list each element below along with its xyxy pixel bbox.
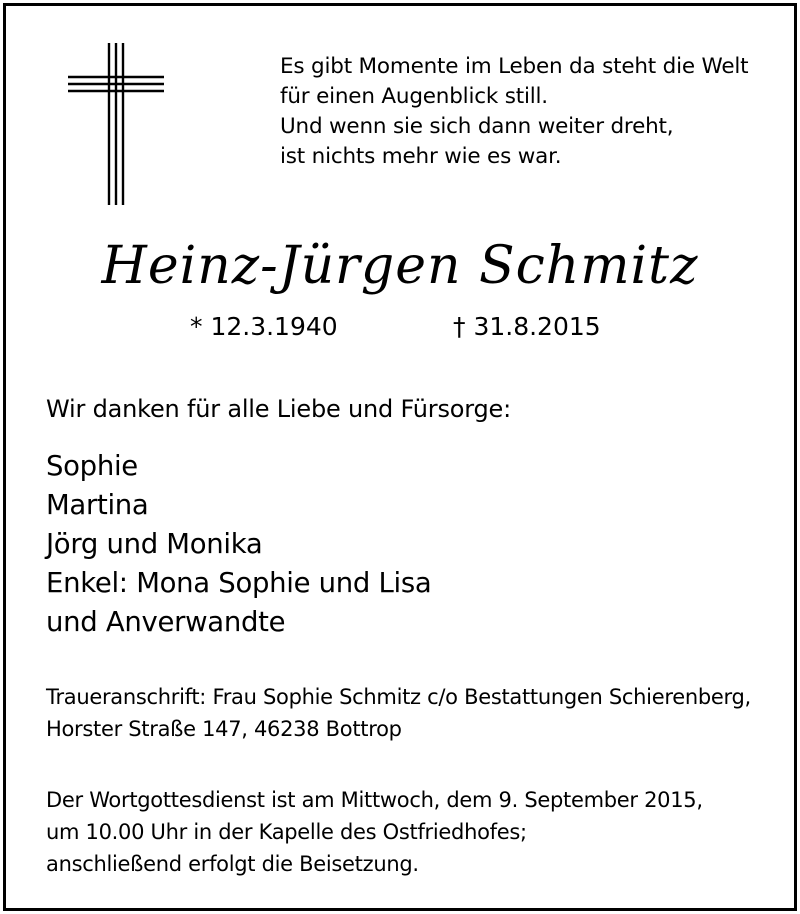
address-line: Traueranschrift: Frau Sophie Schmitz c/o Bestattungen Schierenberg,: [46, 685, 751, 709]
thanks-line: Wir danken für alle Liebe und Fürsorge:: [46, 395, 511, 423]
quote-line: ist nichts mehr wie es war.: [280, 144, 562, 169]
family-member: und Anverwandte: [46, 606, 286, 638]
family-list: [46, 447, 431, 642]
deceased-name: Heinz-Jürgen Schmitz: [101, 236, 699, 296]
family-member: Sophie: [46, 450, 138, 482]
address-line: Horster Straße 147, 46238 Bottrop: [46, 717, 402, 741]
birth-date: * 12.3.1940: [190, 312, 338, 341]
cross-icon: [68, 43, 164, 205]
service-line: Der Wortgottesdienst ist am Mittwoch, dem 9. September 2015,: [46, 788, 703, 812]
quote-line: Und wenn sie sich dann weiter dreht,: [280, 114, 674, 139]
death-date: † 31.8.2015: [453, 312, 601, 341]
service-line: anschließend erfolgt die Beisetzung.: [46, 852, 419, 876]
service-line: um 10.00 Uhr in der Kapelle des Ostfriedhofes;: [46, 820, 527, 844]
quote-line: für einen Augenblick still.: [280, 84, 548, 109]
memorial-quote: [280, 52, 748, 172]
family-member: Enkel: Mona Sophie und Lisa: [46, 567, 432, 599]
mourning-address: [46, 681, 751, 745]
service-info: [46, 784, 703, 880]
quote-line: Es gibt Momente im Leben da steht die Welt: [280, 54, 749, 79]
family-member: Jörg und Monika: [46, 528, 263, 560]
family-member: Martina: [46, 489, 149, 521]
